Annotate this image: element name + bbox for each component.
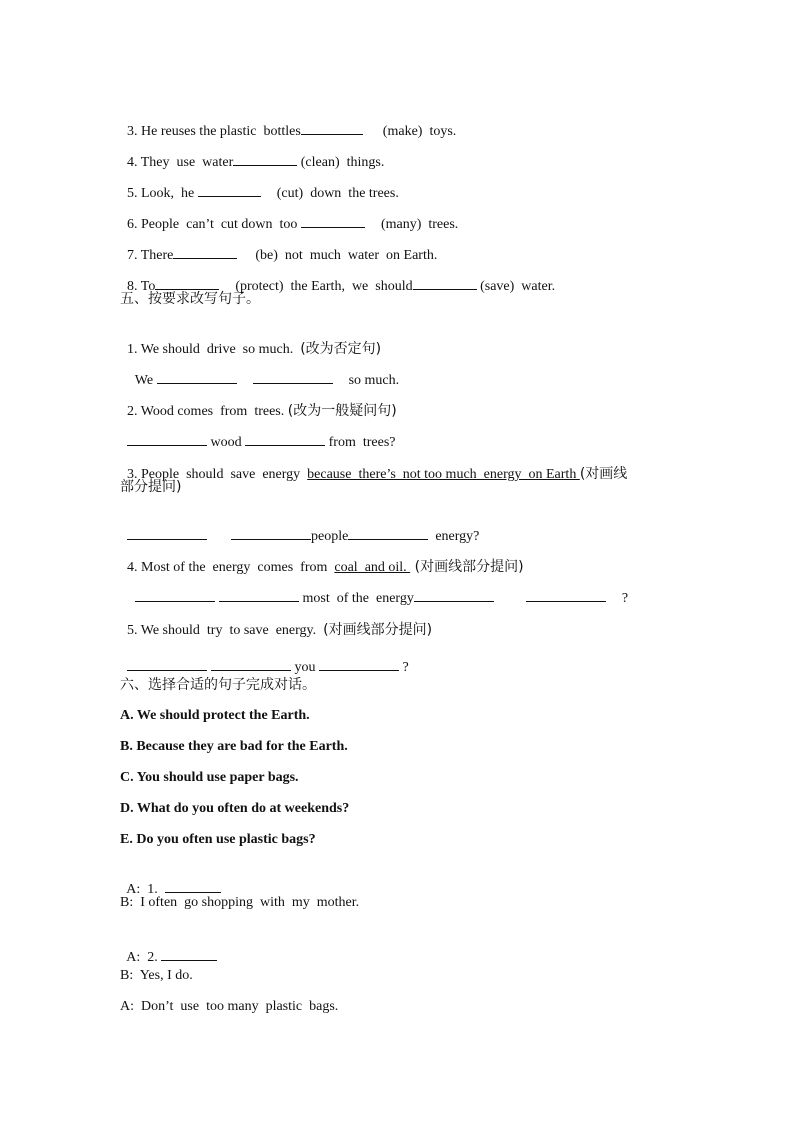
answer-5-5	[120, 640, 409, 677]
dialogue-text: A: 2.	[126, 950, 162, 965]
answer-blank[interactable]	[127, 527, 207, 540]
answer-blank[interactable]	[231, 527, 311, 540]
question-text: 8. To	[127, 279, 156, 294]
question-text: 7. There	[127, 248, 174, 263]
underlined-phrase: because there’s not too much energy on Earth	[307, 467, 580, 482]
question-text: 3. He reuses the plastic bottles	[127, 124, 301, 139]
question-hint: (改为一般疑问句)	[287, 403, 397, 419]
answer-blank[interactable]	[173, 246, 237, 259]
question-hint: (clean) things.	[297, 155, 385, 170]
question-hint: (改为否定句)	[300, 341, 382, 357]
answer-text: most of the energy	[299, 591, 414, 606]
answer-blank[interactable]	[198, 184, 261, 197]
answer-blank[interactable]	[165, 880, 221, 893]
answer-blank[interactable]	[414, 589, 494, 602]
question-hint: (对画线部分提问)	[410, 559, 524, 575]
answer-blank[interactable]	[413, 277, 477, 290]
answer-blank[interactable]	[161, 948, 217, 961]
answer-prefix: We	[134, 373, 157, 388]
option-e: E. Do you often use plastic bags?	[120, 832, 316, 847]
option-b: B. Because they are bad for the Earth.	[120, 739, 348, 754]
question-text: 1. We should drive so much.	[127, 342, 301, 357]
question-text: 4. They use water	[127, 155, 234, 170]
answer-suffix: from trees?	[325, 435, 396, 450]
answer-suffix: so much.	[348, 373, 400, 388]
answer-blank[interactable]	[157, 371, 237, 384]
question-hint: (many) trees.	[380, 217, 459, 232]
question-5-3	[120, 447, 627, 484]
answer-blank[interactable]	[319, 658, 399, 671]
question-hint: (对画线部分提问)	[323, 622, 433, 638]
question-text: 2. Wood comes from trees.	[127, 404, 288, 419]
question-hint: (cut) down the trees.	[276, 186, 399, 201]
answer-blank[interactable]	[245, 433, 325, 446]
question-hint: (make) toys.	[382, 124, 457, 139]
answer-blank[interactable]	[348, 527, 428, 540]
question-5-3-hint-cont: 部分提问)	[120, 479, 182, 495]
answer-blank[interactable]	[526, 589, 606, 602]
question-hint: (save) water.	[476, 279, 556, 294]
dialogue-a3: A: Don’t use too many plastic bags.	[120, 999, 339, 1014]
question-text: 5. We should try to save energy.	[127, 623, 324, 638]
answer-blank[interactable]	[127, 658, 207, 671]
section-6-heading: 六、选择合适的句子完成对话。	[120, 677, 316, 693]
answer-blank[interactable]	[127, 433, 207, 446]
dialogue-b2: B: Yes, I do.	[120, 968, 193, 983]
underlined-phrase: coal and oil.	[334, 560, 411, 575]
question-text: 4. Most of the energy comes from	[127, 560, 335, 575]
answer-text: people	[311, 529, 349, 544]
question-5-5	[120, 603, 432, 640]
question-hint: (be) not much water on Earth.	[255, 248, 438, 263]
question-text: 5. Look, he	[127, 186, 198, 201]
answer-blank[interactable]	[155, 277, 219, 290]
question-hint: (对画线	[579, 466, 628, 482]
answer-blank[interactable]	[301, 122, 363, 135]
dialogue-text: A: 1.	[126, 882, 165, 897]
answer-suffix: energy?	[428, 529, 480, 544]
dialogue-b1: B: I often go shopping with my mother.	[120, 895, 360, 910]
option-a: A. We should protect the Earth.	[120, 708, 310, 723]
section-5-heading: 五、按要求改写句子。	[120, 291, 260, 307]
answer-blank[interactable]	[219, 589, 299, 602]
question-text: 3. People should save energy	[127, 467, 308, 482]
answer-text: wood	[207, 435, 246, 450]
answer-blank[interactable]	[301, 215, 365, 228]
answer-suffix: ?	[399, 660, 409, 675]
answer-blank[interactable]	[211, 658, 291, 671]
answer-blank[interactable]	[135, 589, 215, 602]
dialogue-a2	[120, 930, 217, 967]
answer-blank[interactable]	[253, 371, 333, 384]
answer-suffix: ?	[621, 591, 629, 606]
option-c: C. You should use paper bags.	[120, 770, 299, 785]
question-text: 6. People can’t cut down too	[127, 217, 301, 232]
question-text: (protect) the Earth, we should	[235, 279, 413, 294]
answer-blank[interactable]	[233, 153, 297, 166]
answer-text: you	[291, 660, 319, 675]
option-d: D. What do you often do at weekends?	[120, 801, 350, 816]
